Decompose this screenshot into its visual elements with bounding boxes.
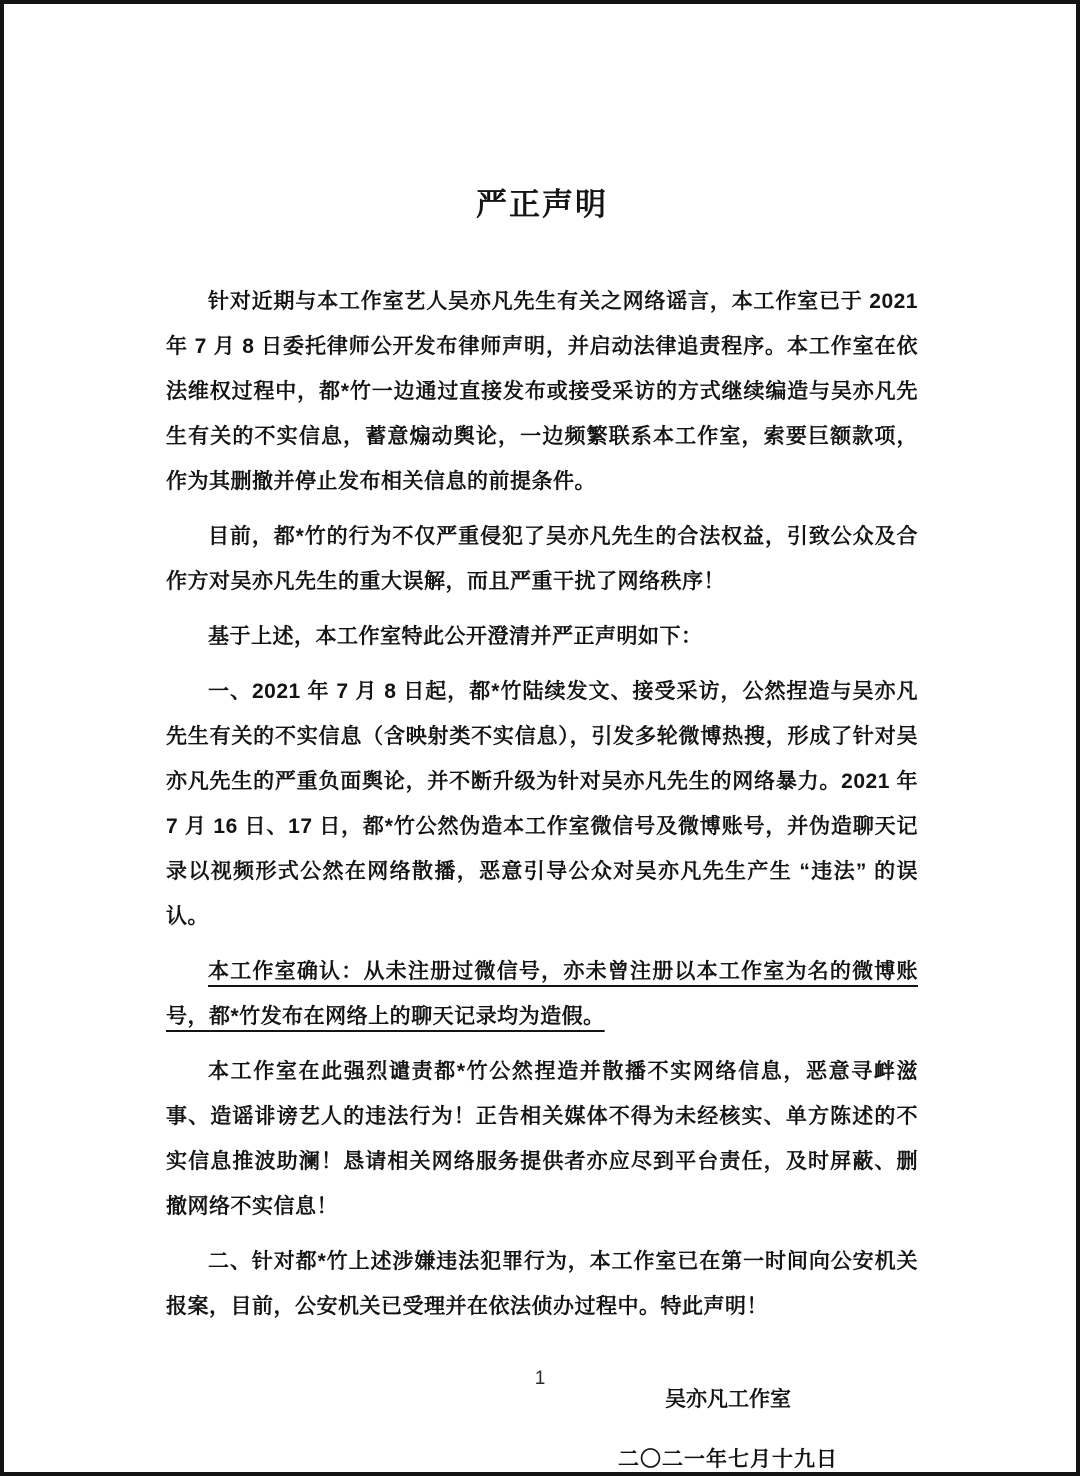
signature-date: 二〇二一年七月十九日 xyxy=(618,1448,838,1471)
paragraph-confirmation-underlined: 本工作室确认：从未注册过微信号，亦未曾注册以本工作室为名的微博账号，都*竹发布在网络上的聊天记录均为造假。 xyxy=(166,960,918,1028)
paragraph-intro: 针对近期与本工作室艺人吴亦凡先生有关之网络谣言，本工作室已于 2021 年 7 月 8 日委托律师公开发布律师声明，并启动法律追责程序。本工作室在依法维权过程中，都*竹一边通过直接发布或接受采访的方式继续编造与吴亦凡先生有关的不实信息，蓄意煽动舆论，一边频繁联系本工作室，索要巨额款项，作为其删撤并停止发布相关信息的前提条件。 xyxy=(166,290,918,493)
page-number: 1 xyxy=(534,1368,546,1389)
paragraph-item-two: 二、针对都*竹上述涉嫌违法犯罪行为，本工作室已在第一时间向公安机关报案，目前，公安机关已受理并在依法侦办过程中。特此声明！ xyxy=(166,1250,918,1318)
signature-block xyxy=(598,1377,858,1476)
document-title: 严正声明 xyxy=(476,187,608,222)
paragraph-declaration-lead: 基于上述，本工作室特此公开澄清并严正声明如下： xyxy=(208,625,703,648)
signature-name: 吴亦凡工作室 xyxy=(665,1388,791,1411)
document-content xyxy=(4,4,1076,1476)
paragraph-current-harm: 目前，都*竹的行为不仅严重侵犯了吴亦凡先生的合法权益，引致公众及合作方对吴亦凡先生的重大误解，而且严重干扰了网络秩序！ xyxy=(166,525,918,593)
paragraph-item-one: 一、2021 年 7 月 8 日起，都*竹陆续发文、接受采访，公然捏造与吴亦凡先生有关的不实信息（含映射类不实信息），引发多轮微博热搜，形成了针对吴亦凡先生的严重负面舆论，并不断升级为针对吴亦凡先生的网络暴力。2021 年 7 月 16 日、17 日，都*竹公然伪造本工作室微信号及微博账号，并伪造聊天记录以视频形式公然在网络散播，恶意引导公众对吴亦凡先生产生 “违法” 的误认。 xyxy=(166,680,918,928)
paragraph-condemnation: 本工作室在此强烈谴责都*竹公然捏造并散播不实网络信息，恶意寻衅滋事、造谣诽谤艺人的违法行为！正告相关媒体不得为未经核实、单方陈述的不实信息推波助澜！恳请相关网络服务提供者亦应尽到平台责任，及时屏蔽、删撤网络不实信息！ xyxy=(166,1060,918,1218)
